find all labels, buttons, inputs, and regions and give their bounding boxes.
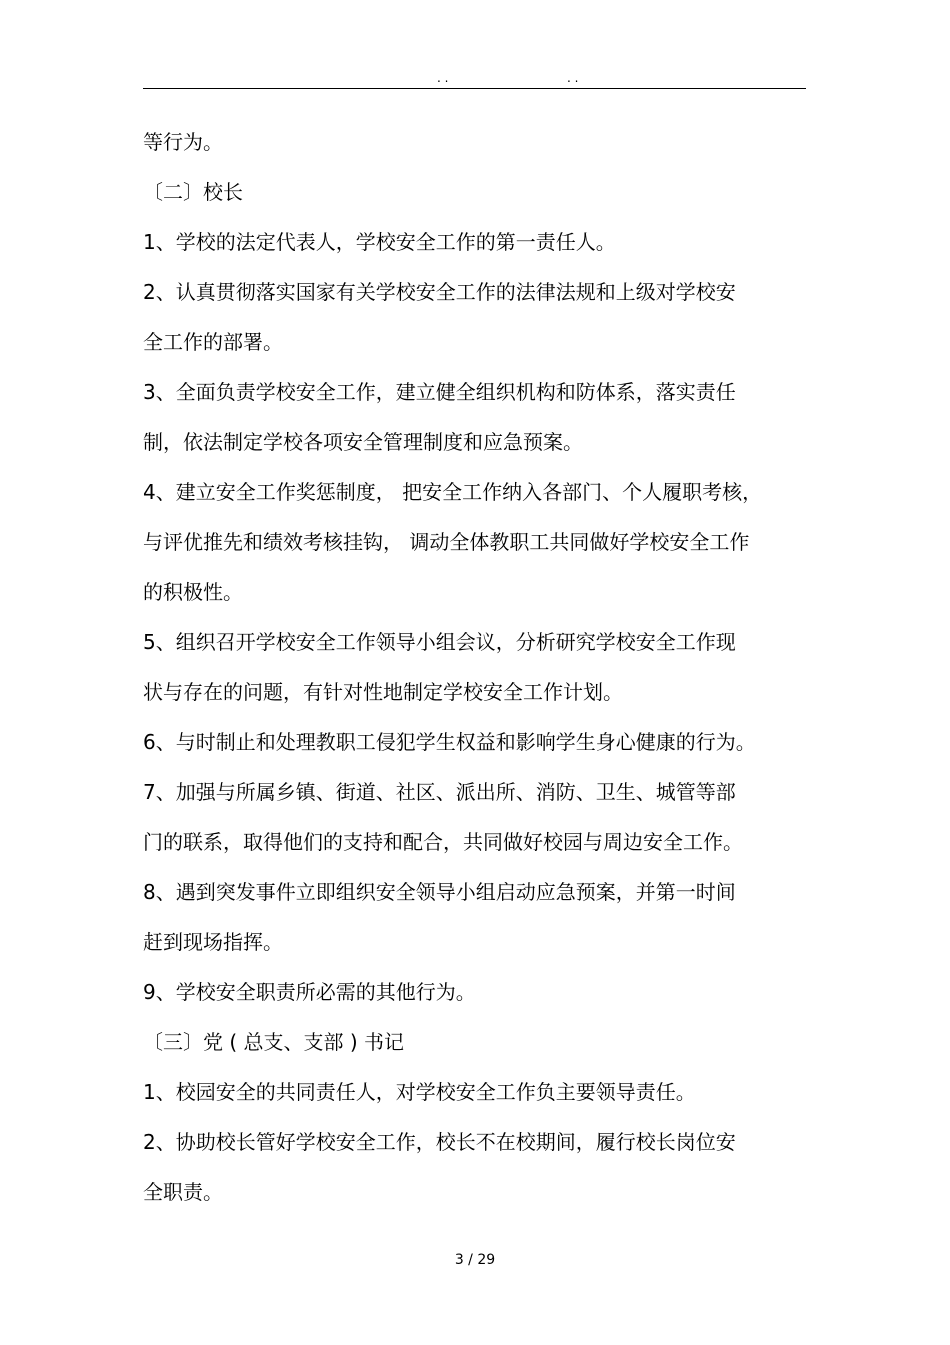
text-line: 1、校园安全的共同责任人，对学校安全工作负主要领导责任。: [143, 1080, 696, 1104]
text-line: 3、全面负责学校安全工作，建立健全组织机构和防体系，落实责任: [143, 380, 736, 404]
section-heading-principal: 〔二〕校长: [143, 180, 243, 204]
text-line: 全职责。: [143, 1180, 223, 1204]
text-line: 6、与时制止和处理教职工侵犯学生权益和影响学生身心健康的行为。: [143, 730, 756, 754]
text-line: 2、协助校长管好学校安全工作，校长不在校期间，履行校长岗位安: [143, 1130, 736, 1154]
text-line: 赶到现场指挥。: [143, 930, 283, 954]
text-line: 全工作的部署。: [143, 330, 283, 354]
text-line: 1、学校的法定代表人，学校安全工作的第一责任人。: [143, 230, 616, 254]
text-line: 状与存在的问题，有针对性地制定学校安全工作计划。: [143, 680, 623, 704]
text-line: 等行为。: [143, 130, 223, 154]
text-line: 制，依法制定学校各项安全管理制度和应急预案。: [143, 430, 583, 454]
section-heading-party-secretary: 〔三〕党 ( 总支、支部 ) 书记: [143, 1030, 405, 1054]
header-dots-left: . .: [437, 71, 449, 85]
text-line: 8、遇到突发事件立即组织安全领导小组启动应急预案，并第一时间: [143, 880, 736, 904]
text-line: 4、建立安全工作奖惩制度， 把安全工作纳入各部门、个人履职考核，: [143, 480, 763, 504]
text-line: 5、组织召开学校安全工作领导小组会议，分析研究学校安全工作现: [143, 630, 736, 654]
text-line: 与评优推先和绩效考核挂钩， 调动全体教职工共同做好学校安全工作: [143, 530, 750, 554]
header-rule: [143, 88, 806, 89]
page-number: 3 / 29: [454, 1252, 496, 1268]
text-line: 的积极性。: [143, 580, 243, 604]
document-body: [143, 117, 793, 1217]
header-dots-right: . .: [567, 71, 579, 85]
page-header: [0, 70, 950, 86]
text-line: 9、学校安全职责所必需的其他行为。: [143, 980, 476, 1004]
text-line: 7、加强与所属乡镇、街道、社区、派出所、消防、卫生、城管等部: [143, 780, 736, 804]
text-line: 门的联系，取得他们的支持和配合，共同做好校园与周边安全工作。: [143, 830, 743, 854]
text-line: 2、认真贯彻落实国家有关学校安全工作的法律法规和上级对学校安: [143, 280, 736, 304]
